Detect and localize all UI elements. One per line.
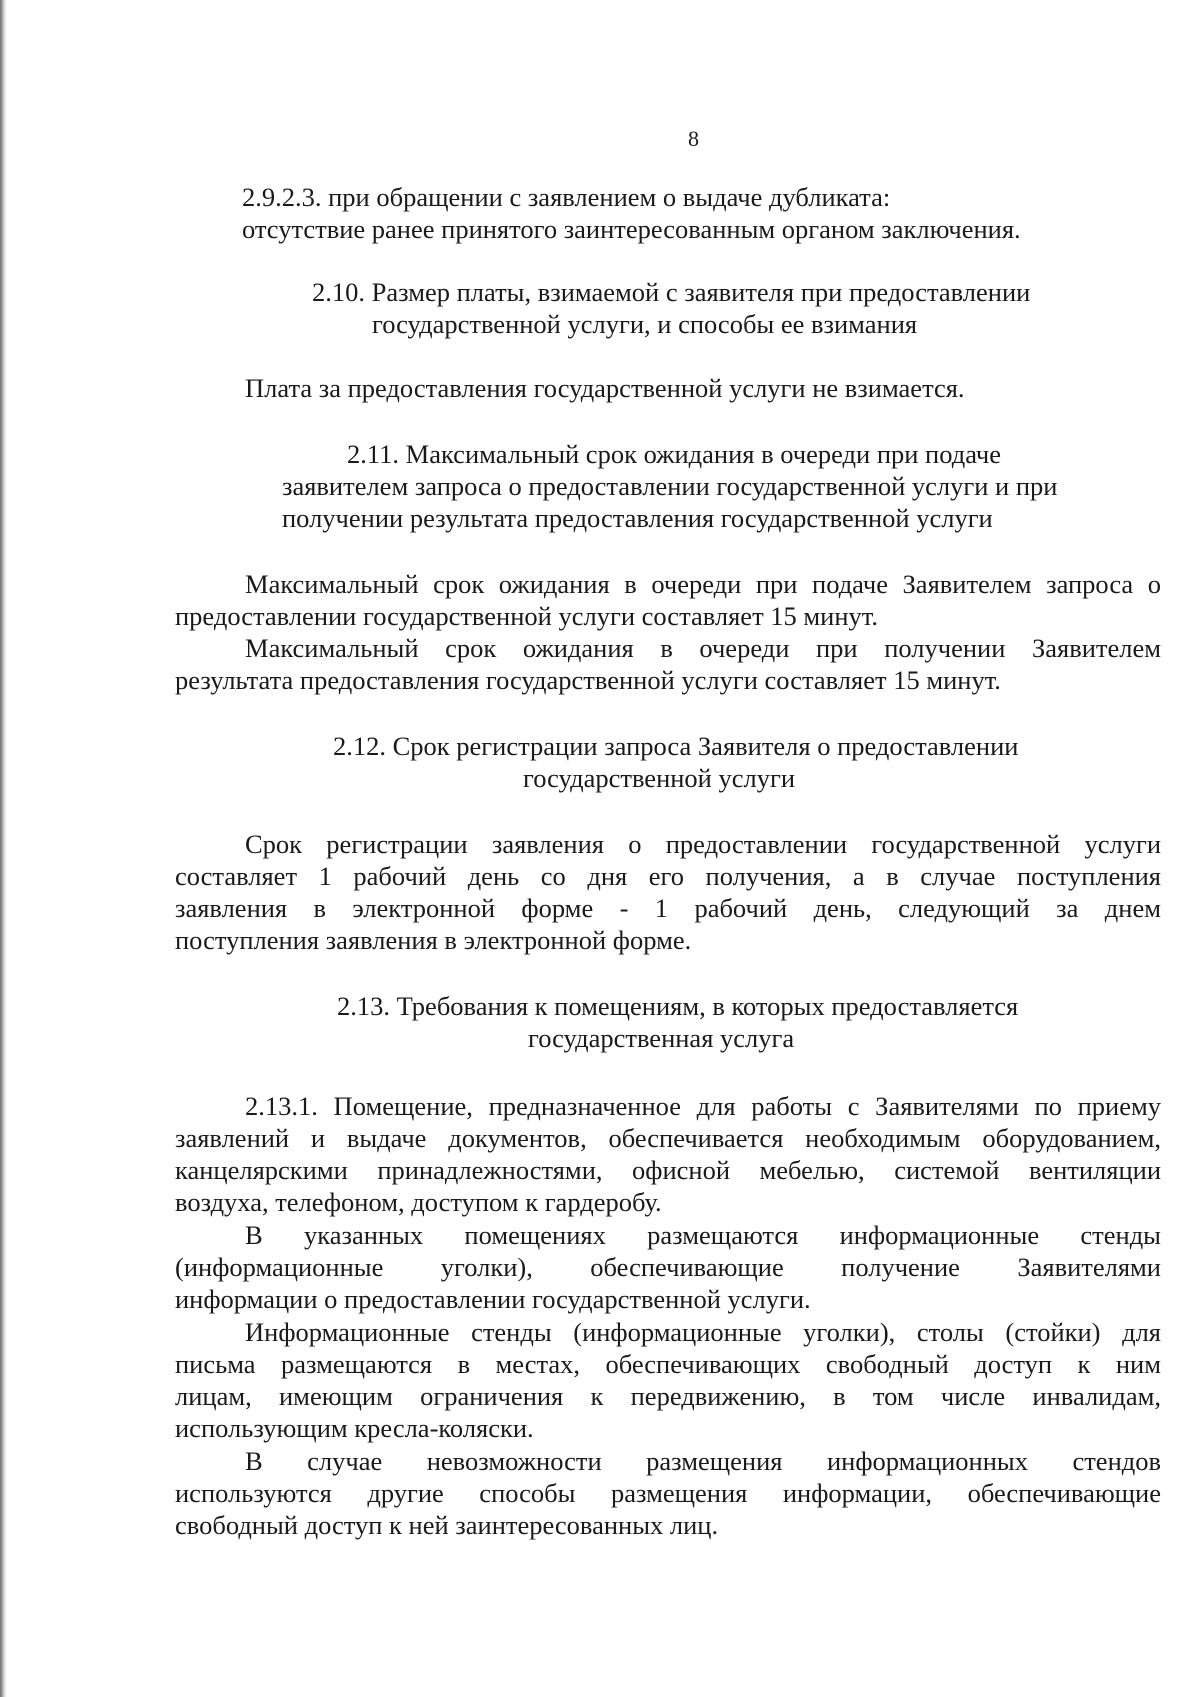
paragraph-2-13-1-line-1: 2.13.1. Помещение, предназначенное для работы с Заявителями по приему [245,1091,1161,1121]
heading-2-13-line-2: государственная услуга [528,1023,795,1053]
heading-2-11-line-1: 2.11. Максимальный срок ожидания в очереди при подаче [347,439,1001,469]
paragraph-tables-line-3: лицам, имеющим ограничения к передвижению, в том числе инвалидам, [175,1381,1161,1411]
paragraph-stands-line-3: информации о предоставлении государственной услуги. [175,1284,811,1314]
scan-edge-shadow [0,0,7,1697]
paragraph-2-10: Плата за предоставления государственной услуги не взимается. [245,373,965,403]
paragraph-2-12-line-3: заявления в электронной форме - 1 рабочий день, следующий за днем [175,893,1161,923]
heading-2-13-line-1: 2.13. Требования к помещениям, в которых предоставляется [337,991,1019,1021]
paragraph-other-line-3: свободный доступ к ней заинтересованных лиц. [175,1510,719,1540]
heading-2-10-line-1: 2.10. Размер платы, взимаемой с заявителя при предоставлении [312,277,1031,307]
paragraph-2-13-1-line-4: воздуха, телефоном, доступом к гардеробу. [175,1187,662,1217]
paragraph-2-11-line-1: Максимальный срок ожидания в очереди при подаче Заявителем запроса о [245,569,1161,599]
paragraph-tables-line-2: письма размещаются в местах, обеспечивающих свободный доступ к ним [175,1349,1161,1379]
heading-2-12-line-2: государственной услуги [523,763,796,793]
clause-2-9-2-3-line-1: 2.9.2.3. при обращении с заявлением о выдаче дубликата: [242,182,891,212]
paragraph-2-11-line-4: результата предоставления государственной услуги составляет 15 минут. [175,665,1001,695]
paragraph-tables-line-1: Информационные стенды (информационные уголки), столы (стойки) для [245,1317,1161,1347]
paragraph-2-12-line-2: составляет 1 рабочий день со дня его получения, а в случае поступления [175,861,1161,891]
page-number: 8 [688,126,699,151]
heading-2-11-line-3: получении результата предоставления государственной услуги [282,503,993,533]
heading-2-11-line-2: заявителем запроса о предоставлении государственной услуги и при [282,471,1058,501]
heading-2-12-line-1: 2.12. Срок регистрации запроса Заявителя о предоставлении [333,731,1019,761]
paragraph-2-11-line-3: Максимальный срок ожидания в очереди при получении Заявителем [245,633,1161,663]
paragraph-other-line-1: В случае невозможности размещения информационных стендов [245,1446,1161,1476]
paragraph-2-11-line-2: предоставлении государственной услуги составляет 15 минут. [175,601,879,631]
paragraph-stands-line-1: В указанных помещениях размещаются информационные стенды [245,1220,1161,1250]
paragraph-stands-line-2: (информационные уголки), обеспечивающие получение Заявителями [175,1252,1161,1282]
heading-2-10-line-2: государственной услуги, и способы ее взимания [372,309,918,339]
paragraph-2-12-line-4: поступления заявления в электронной форме. [175,925,692,955]
paragraph-2-13-1-line-3: канцелярскими принадлежностями, офисной мебелью, системой вентиляции [175,1155,1161,1185]
paragraph-2-13-1-line-2: заявлений и выдаче документов, обеспечивается необходимым оборудованием, [175,1123,1161,1153]
paragraph-other-line-2: используются другие способы размещения информации, обеспечивающие [175,1478,1161,1508]
paragraph-tables-line-4: использующим кресла-коляски. [175,1413,534,1443]
clause-2-9-2-3-line-2: отсутствие ранее принятого заинтересованным органом заключения. [242,214,1021,244]
paragraph-2-12-line-1: Срок регистрации заявления о предоставлении государственной услуги [245,829,1161,859]
